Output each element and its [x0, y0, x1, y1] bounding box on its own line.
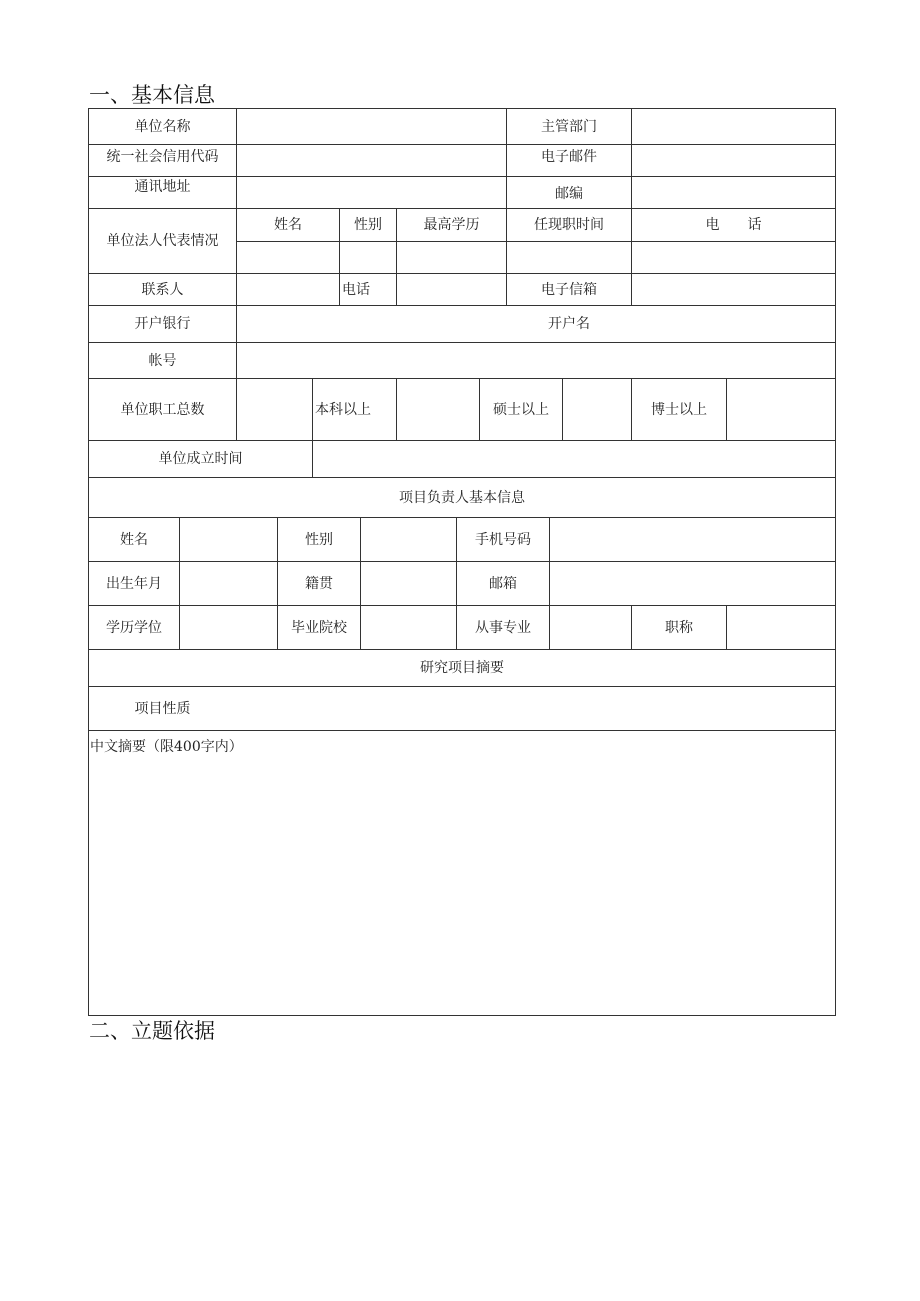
credit-code-label: 统一社会信用代码 [106, 148, 219, 165]
postcode-field[interactable] [632, 177, 835, 208]
legal-phone-label: 电 话 [705, 217, 762, 233]
leader-birth-field[interactable] [180, 562, 277, 605]
leader-title-field[interactable] [727, 606, 835, 649]
leader-school-field[interactable] [361, 606, 456, 649]
phd-label: 博士以上 [651, 401, 707, 418]
leader-mobile-label: 手机号码 [475, 531, 531, 548]
credit-code-field[interactable] [237, 145, 506, 176]
leader-school-label: 毕业院校 [291, 619, 347, 636]
bachelor-label: 本科以上 [315, 401, 371, 418]
contact-field[interactable] [237, 274, 339, 305]
leader-origin-field[interactable] [361, 562, 456, 605]
account-number-field[interactable] [237, 343, 835, 378]
legal-name-label: 姓名 [274, 217, 302, 233]
legal-education-label: 最高学历 [423, 217, 480, 233]
legal-name-field[interactable] [237, 242, 339, 273]
contact-label: 联系人 [141, 281, 184, 298]
leader-title-label: 职称 [665, 619, 693, 636]
section-title-basis: 二、立题依据 [89, 1019, 215, 1043]
legal-gender-label: 性别 [354, 217, 382, 233]
project-nature-field[interactable] [237, 687, 835, 730]
leader-gender-field[interactable] [361, 518, 456, 561]
bachelor-field[interactable] [397, 379, 479, 440]
legal-tenure-field[interactable] [507, 242, 631, 273]
unit-name-label: 单位名称 [134, 118, 191, 135]
row-divider [88, 730, 836, 731]
contact-phone-label: 电话 [342, 281, 370, 298]
legal-phone-field[interactable] [632, 242, 835, 273]
leader-origin-label: 籍贯 [305, 575, 333, 592]
founded-label: 单位成立时间 [158, 451, 243, 467]
abstract-textarea[interactable] [89, 758, 835, 1014]
contact-phone-field[interactable] [397, 274, 506, 305]
table-border-right [835, 108, 836, 1016]
legal-education-field[interactable] [397, 242, 506, 273]
leader-birth-label: 出生年月 [106, 575, 162, 592]
leader-name-field[interactable] [180, 518, 277, 561]
email-field[interactable] [632, 145, 835, 176]
bank-field[interactable] [237, 306, 506, 342]
phd-field[interactable] [727, 379, 835, 440]
table-border-bottom [88, 1015, 836, 1016]
leader-major-label: 从事专业 [475, 619, 531, 636]
unit-name-field[interactable] [237, 109, 506, 144]
supervising-dept-field[interactable] [632, 109, 835, 144]
project-nature-label: 项目性质 [134, 700, 191, 717]
leader-name-label: 姓名 [120, 531, 148, 548]
leader-major-field[interactable] [550, 606, 631, 649]
leader-degree-field[interactable] [180, 606, 277, 649]
contact-email-label: 电子信箱 [541, 281, 597, 298]
account-number-label: 帐号 [148, 352, 177, 369]
staff-total-label: 单位职工总数 [120, 401, 205, 418]
leader-mobile-field[interactable] [550, 518, 835, 561]
contact-email-field[interactable] [632, 274, 835, 305]
leader-email-field[interactable] [550, 562, 835, 605]
leader-info-header: 项目负责人基本信息 [399, 489, 525, 506]
legal-tenure-label: 任现职时间 [534, 217, 604, 233]
legal-gender-field[interactable] [340, 242, 396, 273]
master-field[interactable] [563, 379, 631, 440]
leader-gender-label: 性别 [305, 531, 333, 548]
master-label: 硕士以上 [493, 401, 549, 418]
address-field[interactable] [237, 177, 506, 208]
summary-header: 研究项目摘要 [420, 660, 504, 676]
section-title-basic-info: 一、基本信息 [89, 83, 215, 107]
supervising-dept-label: 主管部门 [541, 118, 597, 135]
leader-degree-label: 学历学位 [106, 619, 162, 636]
account-name-field[interactable] [632, 306, 835, 342]
account-name-label: 开户名 [548, 316, 590, 332]
email-label: 电子邮件 [541, 148, 597, 165]
abstract-label: 中文摘要（限400字内） [90, 739, 243, 755]
founded-field[interactable] [313, 441, 835, 477]
bank-label: 开户银行 [134, 316, 191, 332]
leader-email-label: 邮箱 [489, 575, 517, 592]
address-label: 通讯地址 [134, 179, 191, 195]
staff-total-field[interactable] [237, 379, 312, 440]
postcode-label: 邮编 [555, 186, 583, 202]
legal-rep-label: 单位法人代表情况 [106, 233, 219, 249]
